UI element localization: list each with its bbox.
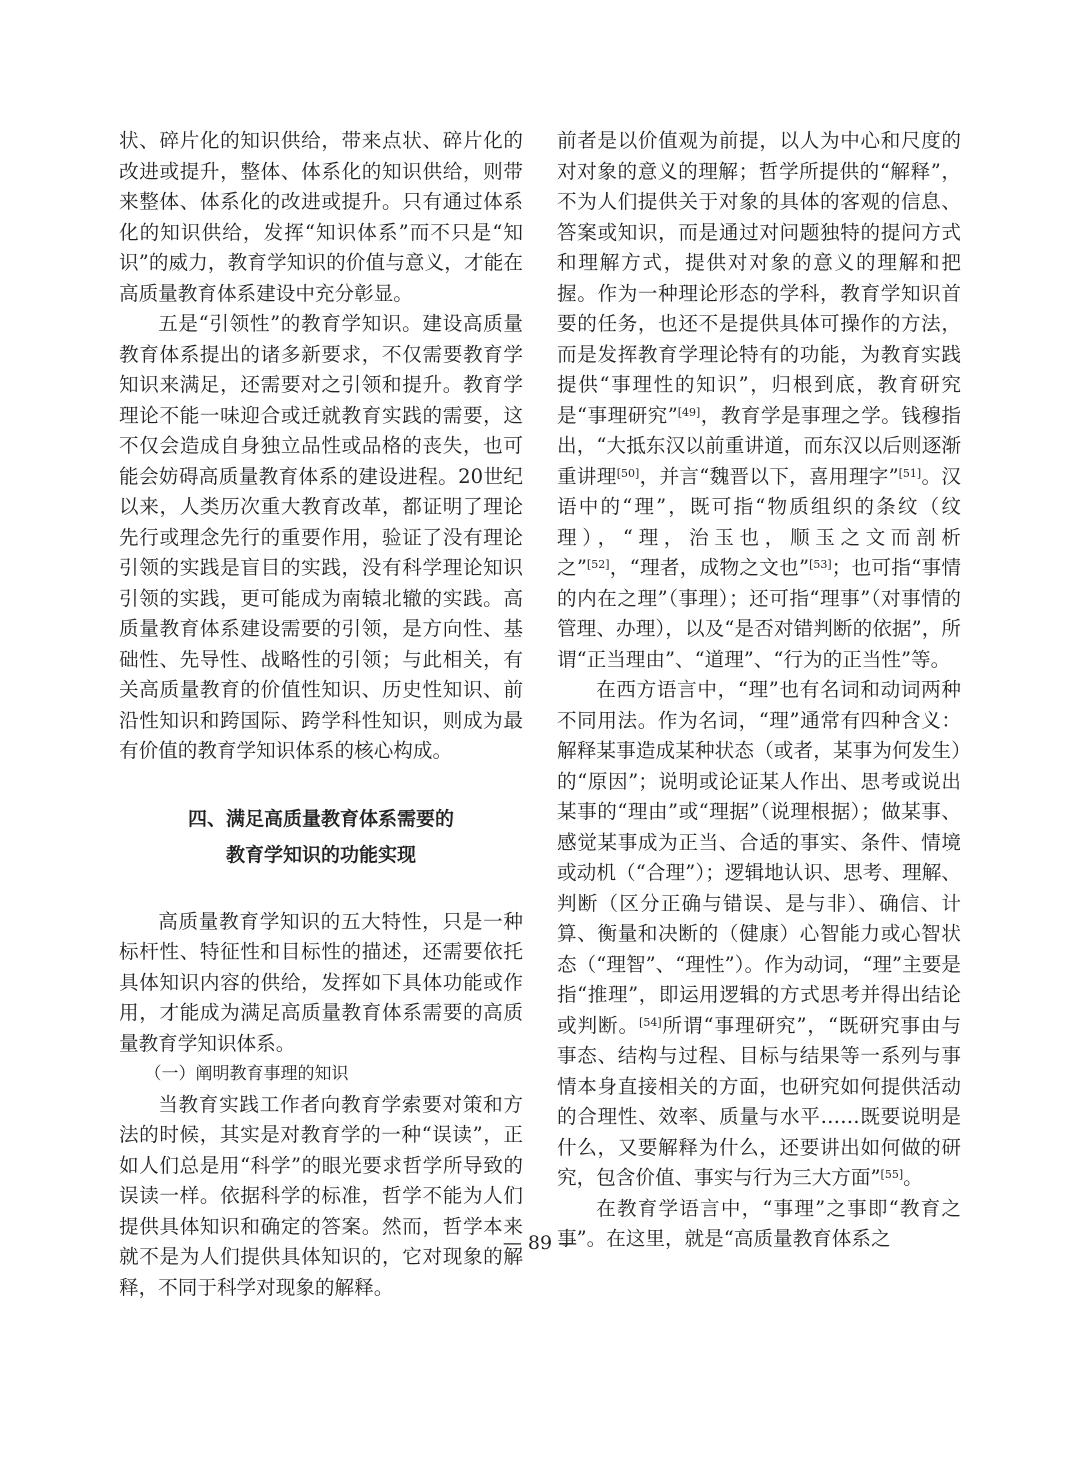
left-paragraph-4: 当教育实践工作者向教育学索要对策和方法的时候，其实是对教育学的一种“误读”，正如人们总是用“科学”的眼光要求哲学所导致的误读一样。依据科学的标准，哲学不能为人们提供具体知识和确定的答案。然而，哲学本来就不是为人们提供具体知识的，它对现象的解释，不同于科学对现象的解释。: [119, 1092, 523, 1299]
right-p1-text-a: 前者是以价值观为前提，以人为中心和尺度的对对象的意义的理解；哲学所提供的“解释”，不为人们提供关于对象的具体的客观的信息、答案或知识，而是通过对问题独特的提问方式和理解方式，提供对对象的意义的理解和把握。作为一种理论形态的学科，教育学知识首要的任务，也还不是提供具体可操作的方法，而是发挥教育学理论特有的功能，为教育实践提供“事理性的知识”，归根到底，教育研究是“事理研究”: [557, 129, 961, 427]
citation-50: [50]: [616, 466, 640, 480]
right-p2-text-a: 在西方语言中，“理”也有名词和动词两种不同用法。作为名词，“理”通常有四种含义：解释某事造成某种状态（或者，某事为何发生）的“原因”；说明或论证某人作出、思考或说出某事的“理由”或“理据”（说理根据）；做某事、感觉某事成为正当、合适的事实、条件、情境或动机（“合理”）；逻辑地认识、思考、理解、判断（区分正确与错误、是与非）、确信、计算、衡量和决断的（健康）心智能力或心智状态（“理智”、“理性”）。作为动词，“理”主要是指“推理”，即运用逻辑的方式思考并得出结论或判断。: [557, 678, 961, 1037]
right-p1-text-c: ，并言“魏晋以下，喜用理字”: [639, 464, 899, 488]
section-heading-line-1: 四、满足高质量教育体系需要的: [187, 807, 454, 830]
right-p2-text-b: 所谓“事理研究”，“既研究事由与事态、结构与过程、目标与结果等一系列与事情本身直接相关的方面，也研究如何提供活动的合理性、效率、质量与水平……既要说明是什么，又要解释为什么，还要讲出如何做的研究，包含价值、事实与行为三大方面”: [557, 1013, 961, 1189]
right-paragraph-1: [557, 126, 961, 675]
section-heading: [119, 801, 523, 873]
page-number: — 89 —: [502, 1232, 578, 1254]
citation-49: [49]: [677, 405, 701, 419]
right-p1-text-e: ，“理者，成物之文也”: [609, 556, 810, 579]
right-column: [557, 126, 961, 1255]
citation-51: [51]: [898, 466, 922, 480]
right-paragraph-3: 在教育学语言中，“事理”之事即“教育之事”。在这里，就是“高质量教育体系之: [557, 1196, 961, 1250]
section-heading-line-2: 教育学知识的功能实现: [225, 843, 416, 866]
right-p1-text-d: 。汉语中的“理”，既可指“物质组织的条纹（纹理），“理，治玉也，顺玉之文而剖析之”: [557, 464, 962, 579]
right-p1-text-f: ；也可指“事情的内在之理”（事理）；还可指“理事”（对事情的管理、办理），以及“是否对错判断的依据”，所谓“正当理由”、“道理”、“行为的正当性”等。: [557, 556, 961, 671]
citation-54: [54]: [639, 1015, 662, 1029]
right-paragraph-2: [557, 675, 961, 1194]
left-paragraph-1: 状、碎片化的知识供给，带来点状、碎片化的改进或提升，整体、体系化的知识供给，则带来整体、体系化的改进或提升。只有通过体系化的知识供给，发挥“知识体系”而不只是“知识”的威力，教育学知识的价值与意义，才能在高质量教育体系建设中充分彰显。: [119, 129, 523, 305]
right-p2-text-c: 。: [903, 1166, 923, 1189]
citation-53: [53]: [809, 558, 832, 571]
citation-52: [52]: [586, 558, 610, 571]
left-column: [119, 126, 523, 1303]
left-paragraph-2: 五是“引领性”的教育学知识。建设高质量教育体系提出的诸多新要求，不仅需要教育学知识来满足，还需要对之引领和提升。教育学理论不能一味迎合或迁就教育实践的需要，这不仅会造成自身独立品性或品格的丧失，也可能会妨碍高质量教育体系的建设进程。20世纪以来，人类历次重大教育改革，都证明了理论先行或理念先行的重要作用，验证了没有理论引领的实践是盲目的实践，没有科学理论知识引领的实践，更可能成为南辕北辙的实践。高质量教育体系建设需要的引领，是方向性、基础性、先导性、战略性的引领；与此相关，有关高质量教育的价值性知识、历史性知识、前沿性知识和跨国际、跨学科性知识，则成为最有价值的教育学知识体系的核心构成。: [119, 312, 523, 762]
citation-55: [55]: [880, 1168, 904, 1181]
right-p1-text-b: ，教育学是事理之学。钱穆指出，“大抵东汉以前重讲道，而东汉以后则逐渐重讲理: [557, 403, 961, 488]
subsection-heading: （一）阐明教育事理的知识: [144, 1064, 349, 1084]
left-paragraph-3: 高质量教育学知识的五大特性，只是一种标杆性、特征性和目标性的描述，还需要依托具体知识内容的供给，发挥如下具体功能或作用，才能成为满足高质量教育体系需要的高质量教育学知识体系。: [119, 909, 523, 1055]
